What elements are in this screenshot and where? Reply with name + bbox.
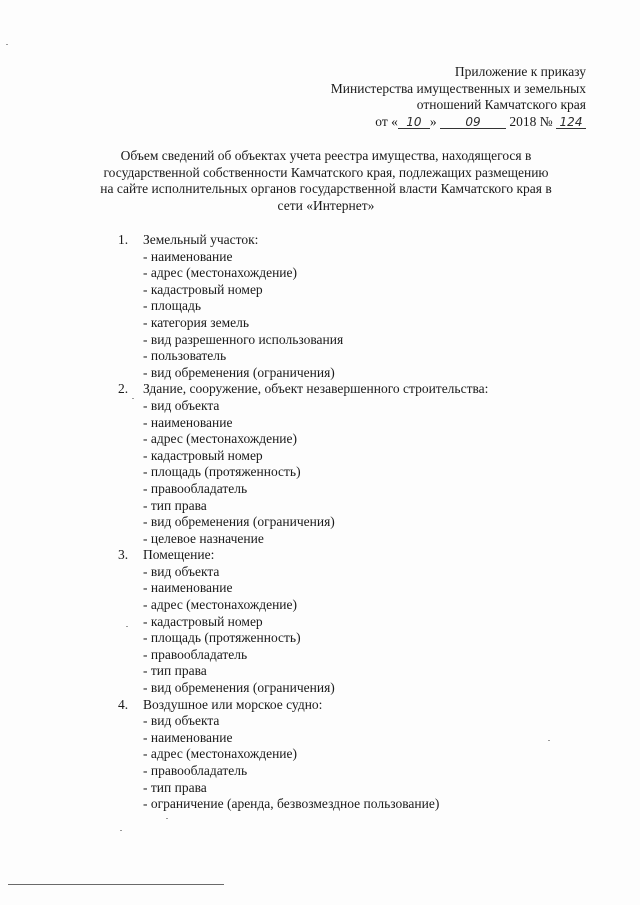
scan-speck (126, 626, 128, 627)
list-item: - ограничение (аренда, безвозмездное пользование) (118, 796, 488, 813)
section-4 (118, 697, 488, 813)
list-item: - вид разрешенного использования (118, 332, 488, 349)
section-2 (118, 381, 488, 547)
header-line-3: отношений Камчатского края (416, 97, 586, 113)
list-item: - вид обременения (ограничения) (118, 365, 488, 382)
scan-speck (548, 740, 550, 741)
header-date-line (331, 114, 586, 131)
section-heading (118, 232, 488, 249)
list-item: - площадь (118, 298, 488, 315)
section-number: 1. (118, 232, 129, 247)
date-month: 09 (440, 116, 506, 129)
list-item: - правообладатель (118, 481, 488, 498)
list-item: - наименование (118, 730, 488, 747)
section-1 (118, 232, 488, 381)
sections-list (118, 232, 488, 813)
list-item: - кадастровый номер (118, 282, 488, 299)
list-item: - тип права (118, 663, 488, 680)
section-number: 3. (118, 547, 129, 563)
list-item: - вид обременения (ограничения) (118, 514, 488, 531)
date-day: 10 (398, 116, 430, 129)
section-title: Здание, сооружение, объект незавершенного строительства: (143, 381, 489, 397)
list-item: - площадь (протяженность) (118, 630, 488, 647)
header-line-2: Министерства имущественных и земельных (330, 80, 586, 96)
list-item: - наименование (118, 415, 488, 432)
list-item: - адрес (местонахождение) (118, 746, 488, 763)
list-item: - целевое назначение (118, 531, 488, 548)
list-item: - правообладатель (118, 763, 488, 780)
document-title: Объем сведений об объектах учета реестра имущества, находящегося в государственной собственности Камчатского края, подлежащих размещению на сайте исполнительных органов государственной власти Камчатского края в сети «Интернет» (100, 148, 552, 213)
list-item: - кадастровый номер (118, 614, 488, 631)
list-item: - пользователь (118, 348, 488, 365)
section-title: Земельный участок: (143, 232, 259, 247)
date-mid: » (429, 113, 437, 129)
header-line-1: Приложение к приказу (454, 64, 586, 79)
date-prefix: от « (375, 113, 398, 129)
list-item: - категория земель (118, 315, 488, 332)
footnote-separator-line (8, 884, 224, 885)
order-number: 124 (556, 116, 586, 129)
scan-speck (6, 44, 8, 45)
list-item: - адрес (местонахождение) (118, 431, 488, 448)
section-number: 4. (118, 696, 129, 712)
scan-speck (132, 398, 134, 399)
section-heading (118, 697, 488, 714)
section-number: 2. (118, 381, 129, 397)
list-item: - площадь (протяженность) (118, 464, 488, 481)
section-heading (118, 547, 488, 564)
list-item: - вид объекта (118, 564, 488, 581)
list-item: - тип права (118, 780, 488, 797)
list-item: - вид объекта (118, 713, 488, 730)
scan-speck (166, 818, 168, 819)
list-item: - адрес (местонахождение) (118, 265, 488, 282)
section-title: Помещение: (143, 547, 215, 563)
list-item: - правообладатель (118, 647, 488, 664)
order-appendix-header (331, 64, 586, 130)
list-item: - вид объекта (118, 398, 488, 415)
section-heading (118, 381, 488, 398)
section-3 (118, 547, 488, 696)
scan-speck (120, 830, 122, 831)
list-item: - адрес (местонахождение) (118, 597, 488, 614)
list-item: - кадастровый номер (118, 448, 488, 465)
list-item: - вид обременения (ограничения) (118, 680, 488, 697)
section-title: Воздушное или морское судно: (143, 696, 323, 712)
list-item: - наименование (118, 580, 488, 597)
date-year: 2018 № (509, 113, 553, 129)
list-item: - тип права (118, 498, 488, 515)
list-item: - наименование (118, 249, 488, 266)
